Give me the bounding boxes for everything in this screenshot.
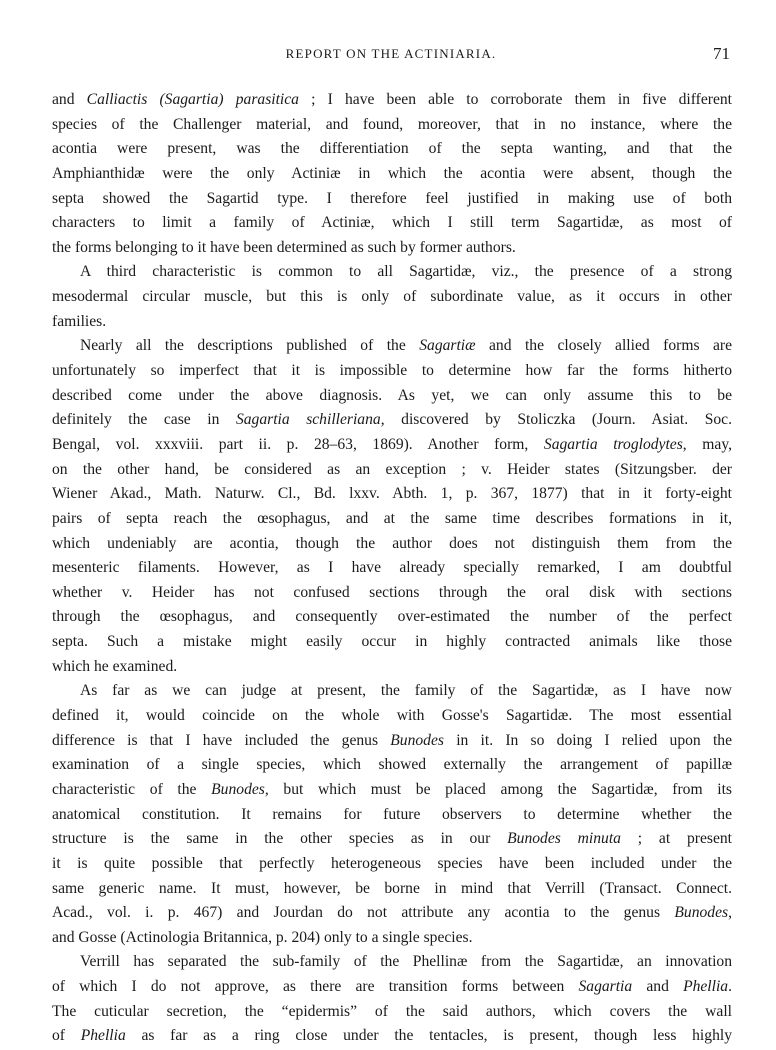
page-header <box>52 46 730 70</box>
text-span: definitely the case in <box>52 411 236 429</box>
text-span: of which I do not approve, as there are transition forms between <box>52 978 579 996</box>
text-line <box>52 556 732 581</box>
italic-term: Sagartiæ <box>419 337 476 355</box>
text-span: the forms belonging to it have been determined as such by former authors. <box>52 238 516 256</box>
text-span: structure is the same in the other species as in our <box>52 830 508 848</box>
running-title: REPORT ON THE ACTINIARIA. <box>285 46 497 61</box>
text-line <box>52 581 732 606</box>
text-line <box>52 975 732 1000</box>
body-text <box>52 88 732 1049</box>
text-span: through the œsophagus, and consequently over-estimated the number of the perfect <box>52 608 732 626</box>
text-span: Amphianthidæ were the only Actiniæ in which the acontia were absent, though the <box>52 164 732 182</box>
text-span: and the closely allied forms are <box>475 337 732 355</box>
text-span: Bengal, vol. xxxviii. part ii. p. 28–63, 1869). Another form, <box>52 435 544 453</box>
text-span: species of the Challenger material, and found, moreover, that in no instance, where the <box>52 115 732 133</box>
text-span: Nearly all the descriptions published of the <box>80 337 420 355</box>
text-line <box>52 605 732 630</box>
text-span: whether v. Heider has not confused sections through the oral disk with sections <box>52 583 732 601</box>
text-line <box>52 950 732 975</box>
text-line <box>52 113 732 138</box>
italic-term: Bunodes <box>390 731 444 749</box>
text-line <box>52 137 732 162</box>
italic-term: Sagartia troglodytes <box>543 435 683 453</box>
text-line <box>52 285 732 310</box>
text-span: septa showed the Sagartid type. I therefore feel justified in making use of both <box>52 189 732 207</box>
text-line <box>52 260 732 285</box>
text-span: ; at present <box>620 830 733 848</box>
text-span: Acad., vol. i. p. 467) and Jourdan do not attribute any acontia to the genus <box>52 904 675 922</box>
italic-term: Bunodes <box>211 780 265 798</box>
text-line <box>52 532 732 557</box>
text-line <box>52 458 732 483</box>
text-line <box>52 655 732 680</box>
text-line <box>52 1024 732 1049</box>
text-span: which he examined. <box>52 657 178 675</box>
page-number: 71 <box>713 44 730 63</box>
text-span: as far as a ring close under the tentacles, is present, though less highly <box>125 1027 732 1045</box>
text-span: The cuticular secretion, the “epidermis” of the said authors, which covers the wall <box>52 1002 732 1020</box>
text-span: in it. In so doing I relied upon the <box>443 731 732 749</box>
text-line <box>52 926 732 951</box>
text-span: and <box>52 91 87 108</box>
text-span: and <box>632 978 684 996</box>
text-span: acontia were present, was the differentiation of the septa wanting, and that the <box>52 140 732 158</box>
text-line <box>52 827 732 852</box>
text-line <box>52 187 732 212</box>
text-line <box>52 236 732 261</box>
text-line <box>52 729 732 754</box>
text-span: families. <box>52 312 107 330</box>
text-line <box>52 753 732 778</box>
text-line <box>52 852 732 877</box>
text-span: described come under the above diagnosis. As yet, we can only assume this to be <box>52 386 732 404</box>
text-line <box>52 803 732 828</box>
text-span: A third characteristic is common to all Sagartidæ, viz., the presence of a strong <box>80 263 732 281</box>
italic-term: Sagartia schilleriana <box>235 411 381 429</box>
text-line <box>52 877 732 902</box>
text-span: , discovered by Stoliczka (Journ. Asiat. Soc. <box>380 411 732 429</box>
text-line <box>52 384 732 409</box>
text-span: which undeniably are acontia, though the author does not distinguish them from the <box>52 534 732 552</box>
text-span: septa. Such a mistake might easily occur in highly contracted animals like those <box>52 633 732 651</box>
text-line <box>52 507 732 532</box>
text-line <box>52 679 732 704</box>
text-line <box>52 704 732 729</box>
text-span: , but which must be placed among the Sagartidæ, from its <box>264 780 732 798</box>
text-line <box>52 1000 732 1025</box>
text-span: on the other hand, be considered as an exception ; v. Heider states (Sitzungsber. der <box>52 460 732 478</box>
text-span: anatomical constitution. It remains for future observers to determine whether the <box>52 805 732 823</box>
text-line <box>52 482 732 507</box>
text-line <box>52 359 732 384</box>
text-line <box>52 88 732 113</box>
text-span: same generic name. It must, however, be borne in mind that Verrill (Transact. Connect. <box>52 879 732 897</box>
text-span: characteristic of the <box>52 780 212 798</box>
text-span: Verrill has separated the sub-family of the Phellinæ from the Sagartidæ, an innovation <box>80 953 732 971</box>
text-span: Wiener Akad., Math. Naturw. Cl., Bd. lxxv. Abth. 1, p. 367, 1877) that in it forty-eight <box>52 485 732 503</box>
italic-term: Calliactis (Sagartia) parasitica <box>86 91 299 108</box>
text-line <box>52 162 732 187</box>
italic-term: Bunodes minuta <box>507 830 621 848</box>
text-span: characters to limit a family of Actiniæ, which I still term Sagartidæ, as most of <box>52 214 732 232</box>
text-span: , may, <box>682 435 733 453</box>
text-line <box>52 433 732 458</box>
text-span: As far as we can judge at present, the family of the Sagartidæ, as I have now <box>80 682 732 700</box>
text-span: , <box>728 904 732 922</box>
text-line <box>52 778 732 803</box>
text-span: it is quite possible that perfectly heterogeneous species have been included under the <box>52 854 732 872</box>
text-line <box>52 211 732 236</box>
text-span: and Gosse (Actinologia Britannica, p. 204) only to a single species. <box>52 928 473 946</box>
text-line <box>52 630 732 655</box>
italic-term: Phellia <box>80 1027 126 1045</box>
text-line <box>52 334 732 359</box>
text-span: ; I have been able to corroborate them in five different <box>298 91 732 108</box>
italic-term: Bunodes <box>674 904 729 922</box>
text-span: mesenteric filaments. However, as I have already specially remarked, I am doubtful <box>52 559 732 577</box>
text-span: difference is that I have included the genus <box>52 731 391 749</box>
text-line <box>52 408 732 433</box>
text-span: mesodermal circular muscle, but this is only of subordinate value, as it occurs in other <box>52 288 732 306</box>
text-span: unfortunately so imperfect that it is impossible to determine how far the forms hitherto <box>52 362 732 380</box>
text-line <box>52 901 732 926</box>
text-span: . <box>728 978 733 996</box>
italic-term: Phellia <box>683 978 729 996</box>
text-span: of <box>52 1027 81 1045</box>
text-span: examination of a single species, which showed externally the arrangement of papillæ <box>52 756 732 774</box>
italic-term: Sagartia <box>578 978 633 996</box>
text-line <box>52 310 732 335</box>
text-span: pairs of septa reach the œsophagus, and at the same time describes formations in it, <box>52 509 732 527</box>
text-span: defined it, would coincide on the whole with Gosse's Sagartidæ. The most essential <box>52 707 732 725</box>
